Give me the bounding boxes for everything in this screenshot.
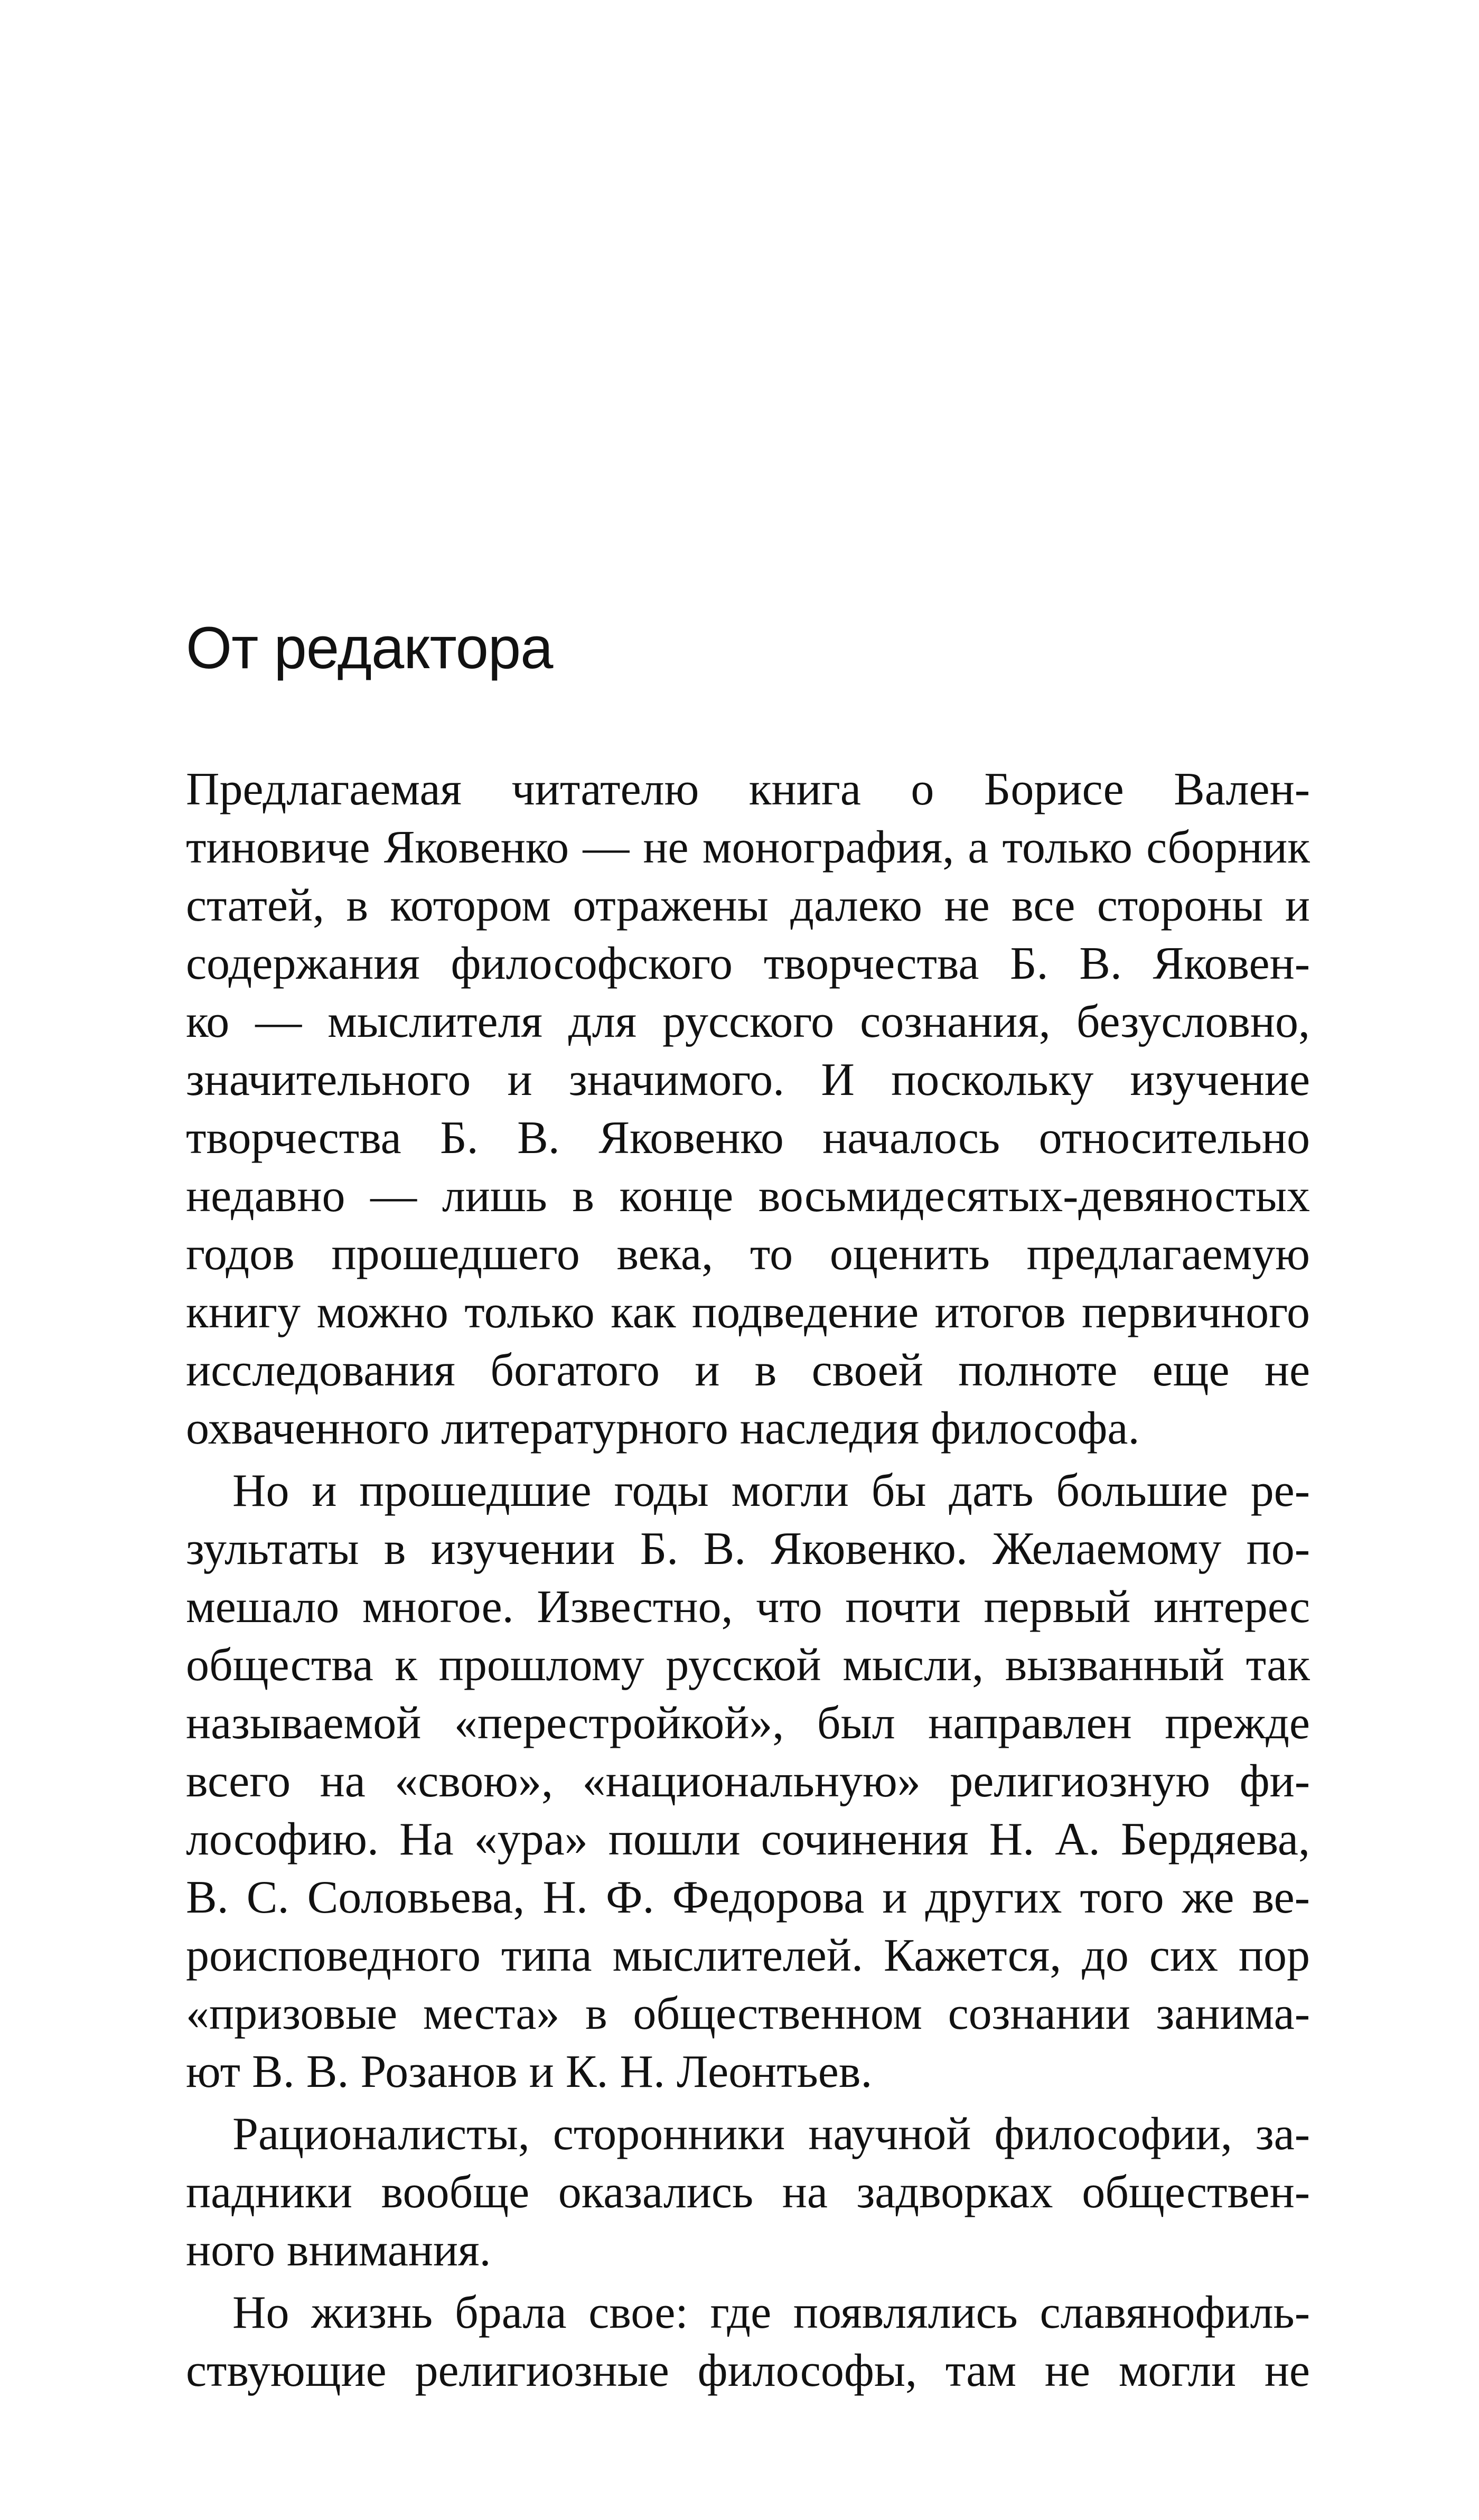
body-text <box>186 761 1310 2404</box>
text-line: падники вообще оказались на задворках обществен- <box>186 2167 1310 2218</box>
text-line: содержания философского творчества Б. В. Яковен- <box>186 938 1310 989</box>
section-heading: От редактора <box>186 615 553 681</box>
text-line: ного внимания. <box>186 2225 491 2276</box>
text-line: В. С. Соловьева, Н. Ф. Федорова и других того же ве- <box>186 1872 1310 1923</box>
text-line: ствующие религиозные философы, там не могли не <box>186 2345 1310 2396</box>
text-line: ко — мыслителя для русского сознания, безусловно, <box>186 996 1310 1047</box>
text-line: роисповедного типа мыслителей. Кажется, до сих пор <box>186 1930 1310 1981</box>
text-line: творчества Б. В. Яковенко началось относительно <box>186 1112 1310 1164</box>
text-line: Но и прошедшие годы могли бы дать большие ре- <box>232 1465 1310 1516</box>
text-line: зультаты в изучении Б. В. Яковенко. Желаемому по- <box>186 1523 1310 1575</box>
text-line: недавно — лишь в конце восьмидесятых-девяностых <box>186 1170 1310 1222</box>
text-line: «призовые места» в общественном сознании занима- <box>186 1988 1310 2039</box>
paragraph-1 <box>186 761 1310 1458</box>
text-line: статей, в котором отражены далеко не все стороны и <box>186 880 1310 931</box>
text-line: всего на «свою», «национальную» религиозную фи- <box>186 1756 1310 1807</box>
text-line: общества к прошлому русской мысли, вызванный так <box>186 1640 1310 1691</box>
text-line: называемой «перестройкой», был направлен прежде <box>186 1698 1310 1749</box>
text-line: Рационалисты, сторонники научной философии, за- <box>232 2109 1310 2160</box>
text-line: мешало многое. Известно, что почти первый интерес <box>186 1581 1310 1633</box>
text-line: Но жизнь брала свое: где появлялись славянофиль- <box>232 2287 1310 2338</box>
text-line: годов прошедшего века, то оценить предлагаемую <box>186 1229 1310 1280</box>
paragraph-3 <box>186 2105 1310 2280</box>
text-line: исследования богатого и в своей полноте еще не <box>186 1345 1310 1396</box>
text-line: значительного и значимого. И поскольку изучение <box>186 1054 1310 1106</box>
text-line: Предлагаемая читателю книга о Борисе Вален- <box>186 764 1310 815</box>
paragraph-2 <box>186 1462 1310 2101</box>
text-line: тиновиче Яковенко — не монография, а только сборник <box>186 822 1310 873</box>
text-line: книгу можно только как подведение итогов первичного <box>186 1287 1310 1338</box>
paragraph-4 <box>186 2284 1310 2400</box>
text-line: ют В. В. Розанов и К. Н. Леонтьев. <box>186 2046 873 2097</box>
text-line: лософию. На «ура» пошли сочинения Н. А. Бердяева, <box>186 1814 1310 1865</box>
text-line: охваченного литературного наследия философа. <box>186 1403 1140 1454</box>
